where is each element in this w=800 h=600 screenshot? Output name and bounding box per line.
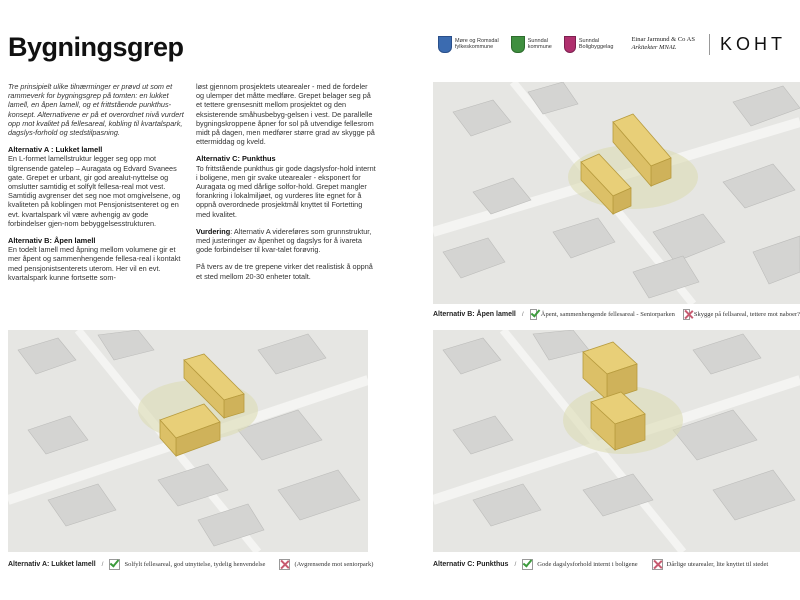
site-render-b	[433, 82, 800, 304]
alt-a-body: En L-formet lamellstruktur legger seg opp mot tilgrensende gatelep – Auragata og Edvard Svanees gate. Grepet er urbant, gir god arealut-nyttelse og omslutter samtidig et solfylt fellesa-real mot vest. Samtidig avgrenser det seg noe mot omgivelsene, og kvaliteten på koblingen mot Pensjonistsenteret og en evt. kvartalspark vil være avhengig av gode forbindelser gjen-nom bebyggelsesstrukturen.	[8, 154, 181, 228]
architect-name: Einar Jarmund & Co AS	[631, 36, 695, 43]
alt-c-body: To frittstående punkthus gir gode dagslysfor-hold internt i boligene, men gir svake utearealer - eksponert for Auragata og med dårlige solfor-hold. Grepet mangler forankring i lokalmiljøet, og vurderes lite egnet for å oppnå overordnede prosjektmål knyttet til Fortetting med kvalitet.	[196, 163, 376, 219]
text-column-1	[8, 82, 188, 290]
caption-separator: /	[514, 561, 517, 568]
site-render-c	[433, 330, 800, 552]
check-icon	[522, 559, 533, 570]
architect-logo	[631, 36, 695, 52]
alt-b-heading: Alternativ B: Åpen lamell	[8, 236, 96, 246]
caption-b-label: Alternativ B: Åpen lamell	[433, 311, 516, 318]
vurdering-label: Vurdering	[196, 226, 231, 236]
municipality-shield-icon	[511, 36, 525, 53]
logo-coop-line2: Boligbyggelag	[578, 44, 614, 50]
logo-municipality-line1: Sunndal	[527, 37, 548, 44]
alt-a-heading: Alternativ A : Lukket lamell	[8, 145, 103, 155]
logo-county	[438, 36, 499, 53]
alt-b-body-cont: løst gjennom prosjektets utearealer - med de fordeler og ulemper det måtte medføre. Grepet belager seg på et tettere grensesnitt mellom prosjektet og den eksisterende småhusbebyg-gelsen i vest. De parallelle bygningskroppene åpner for sol på utvendige fellesrom midt på dagen, men medfører større grad av skygge på ettermiddag og kveld.	[196, 82, 375, 147]
page-title: Bygningsgrep	[8, 32, 184, 62]
alt-c-heading: Alternativ C: Punkthus	[196, 154, 276, 164]
cross-icon	[683, 309, 690, 320]
cross-icon	[279, 559, 290, 570]
caption-alt-a	[8, 559, 378, 570]
intro-text: Tre prinsipielt ulike tilnærminger er prøvd ut som et rammeverk for bygningsgrep på tomten: en lukket lamell, en åpen lamell, og et frittstående punkthus-konsept. Alternativene er på et overordnet nivå vurdert opp mot kvalitet på fellesareal, kobling til kvartalspark, dagslys-forhold og stedstilpasning.	[8, 82, 184, 138]
county-shield-icon	[438, 36, 452, 53]
render-alt-c	[433, 330, 800, 552]
architect-subtitle: Arkitekter MNAL	[631, 44, 677, 51]
caption-c-label: Alternativ C: Punkthus	[433, 561, 509, 568]
caption-c-negative: Dårlige utearealer, lite knyttet til stedet	[666, 561, 769, 568]
site-render-a	[8, 330, 368, 552]
caption-alt-b	[433, 309, 800, 320]
vurdering	[196, 227, 376, 255]
render-alt-b	[433, 82, 800, 304]
caption-separator: /	[521, 311, 524, 318]
caption-c-positive: Gode dagslysforhold internt i boligene	[537, 561, 638, 568]
caption-b-negative: Skygge på fellsareal, tettere mot naboer?	[693, 311, 800, 318]
brand-logo: KOHT	[709, 34, 786, 55]
logo-municipality-line2: kommune	[527, 44, 552, 50]
closing-text: På tvers av de tre grepene virker det realistisk å oppnå et sted mellom 20-30 enheter totalt.	[196, 262, 373, 281]
text-column-2	[196, 82, 376, 289]
caption-a-positive: Solfylt fellesareal, god utnyttelse, tydelig henvendelse	[124, 561, 266, 568]
logo-coop-line1: Sunndal	[578, 37, 600, 44]
caption-separator: /	[101, 561, 104, 568]
caption-b-positive: Åpent, sammenhengende fellesareal - Seniorparken	[540, 311, 675, 318]
check-icon	[530, 309, 537, 320]
caption-alt-c	[433, 559, 800, 570]
vurdering-body: : Alternativ A videreføres som grunnstruktur, med justeringer av åpenhet og dagslys for å ivareta gode forbindelser til kvar-talet forøvrig.	[196, 226, 372, 255]
housing-coop-icon	[564, 36, 576, 53]
caption-a-negative: (Avgrensende mot seniorpark)	[294, 561, 374, 568]
check-icon	[109, 559, 120, 570]
logo-bar	[438, 33, 786, 55]
logo-housing-coop	[564, 36, 614, 53]
logo-county-line2: fylkeskommune	[455, 44, 494, 50]
cross-icon	[652, 559, 663, 570]
logo-county-line1: Møre og Romsdal	[455, 37, 499, 44]
logo-municipality	[511, 36, 552, 53]
render-alt-a	[8, 330, 368, 552]
caption-a-label: Alternativ A: Lukket lamell	[8, 561, 96, 568]
alt-b-body: En todelt lamell med åpning mellom volumene gir et mer åpent og sammenhengende fellesa-real i kontakt med pensjonistsenterets uterom. Her vil en evt. kvartalspark kunne fortsette som-	[8, 245, 181, 282]
